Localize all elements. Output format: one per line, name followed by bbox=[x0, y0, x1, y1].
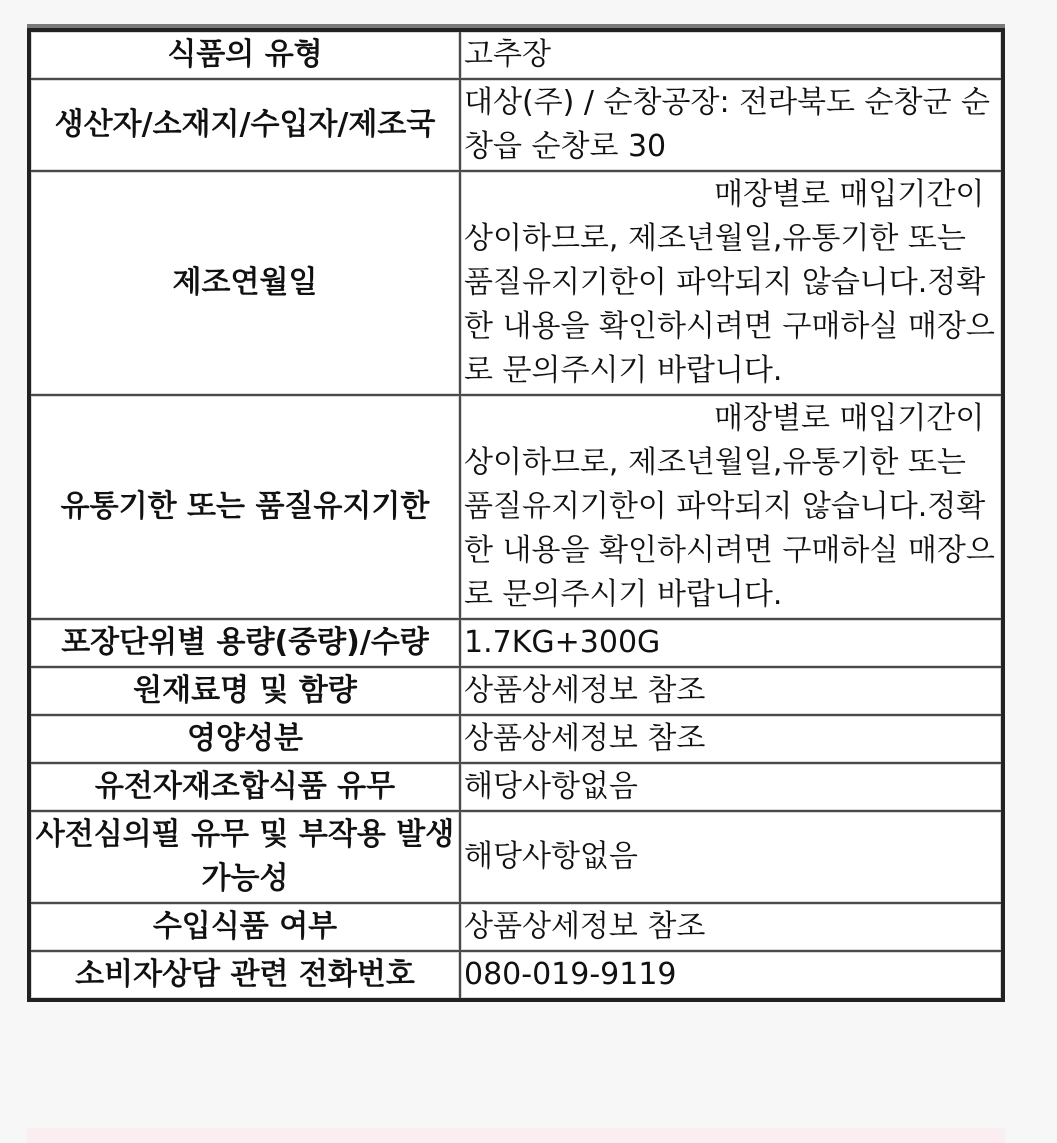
table-row bbox=[29, 811, 1003, 903]
table-row bbox=[29, 79, 1003, 171]
table-row bbox=[29, 171, 1003, 395]
row-label: 유통기한 또는 품질유지기한 bbox=[29, 395, 460, 619]
row-value: 고추장 bbox=[460, 30, 1003, 79]
row-value: 대상(주) / 순창공장: 전라북도 순창군 순창읍 순창로 30 bbox=[460, 79, 1003, 171]
row-value: 1.7KG+300G bbox=[460, 619, 1003, 667]
table-row bbox=[29, 715, 1003, 763]
row-label: 원재료명 및 함량 bbox=[29, 667, 460, 715]
table-row bbox=[29, 951, 1003, 1000]
row-value: 상품상세정보 참조 bbox=[460, 903, 1003, 951]
table-row bbox=[29, 395, 1003, 619]
row-value-notice bbox=[460, 171, 1003, 395]
product-info-table bbox=[27, 28, 1005, 1002]
notice-text: 매장별로 매입기간이 상이하므로, 제조년월일,유통기한 또는 품질유지기한이 파악되지 않습니다.정확한 내용을 확인하시려면 구매하실 매장으로 문의주시기 바랍니다. bbox=[464, 401, 995, 612]
row-value: 해당사항없음 bbox=[460, 763, 1003, 811]
table-row bbox=[29, 903, 1003, 951]
row-label: 생산자/소재지/수입자/제조국 bbox=[29, 79, 460, 171]
table-row bbox=[29, 763, 1003, 811]
row-label: 소비자상담 관련 전화번호 bbox=[29, 951, 460, 1000]
row-label: 영양성분 bbox=[29, 715, 460, 763]
row-label: 제조연월일 bbox=[29, 171, 460, 395]
table-row bbox=[29, 30, 1003, 79]
table-row bbox=[29, 619, 1003, 667]
row-value: 상품상세정보 참조 bbox=[460, 715, 1003, 763]
row-value: 해당사항없음 bbox=[460, 811, 1003, 903]
row-label: 수입식품 여부 bbox=[29, 903, 460, 951]
row-label: 식품의 유형 bbox=[29, 30, 460, 79]
row-value: 상품상세정보 참조 bbox=[460, 667, 1003, 715]
row-value-notice bbox=[460, 395, 1003, 619]
notice-text: 매장별로 매입기간이 상이하므로, 제조년월일,유통기한 또는 품질유지기한이 파악되지 않습니다.정확한 내용을 확인하시려면 구매하실 매장으로 문의주시기 바랍니다. bbox=[464, 177, 995, 388]
table-row bbox=[29, 667, 1003, 715]
row-label: 포장단위별 용량(중량)/수량 bbox=[29, 619, 460, 667]
row-label: 사전심의필 유무 및 부작용 발생가능성 bbox=[29, 811, 460, 903]
row-label: 유전자재조합식품 유무 bbox=[29, 763, 460, 811]
phone-number: 080-019-9119 bbox=[460, 951, 1003, 1000]
bottom-band bbox=[27, 1128, 1005, 1143]
